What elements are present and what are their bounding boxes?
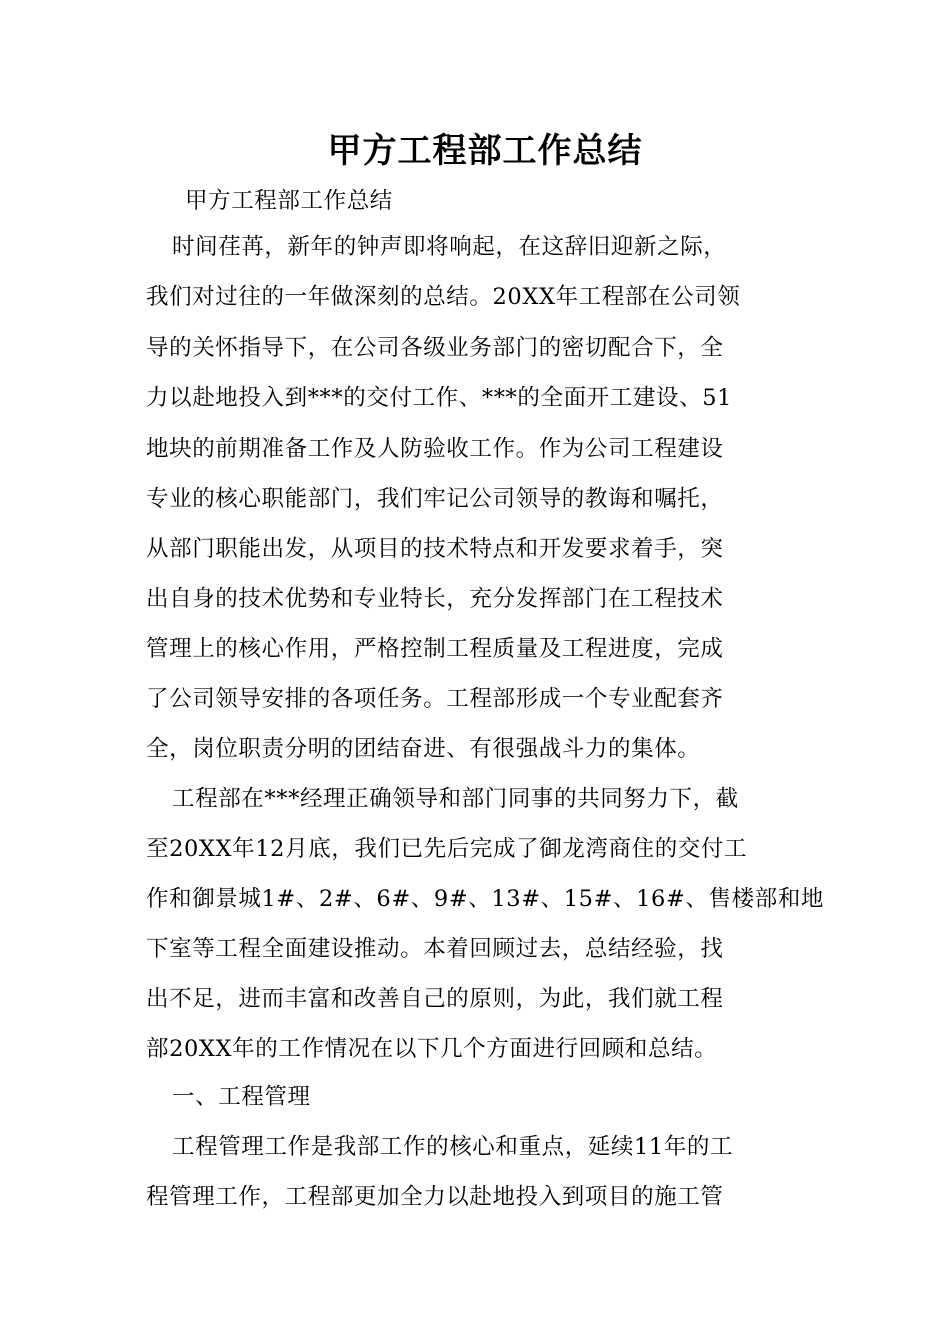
paragraph-line: 时间荏苒，新年的钟声即将响起，在这辞旧迎新之际， <box>172 234 727 260</box>
paragraph-line: 作和御景城1#、2#、6#、9#、13#、15#、16#、售楼部和地 <box>146 886 825 912</box>
paragraph-line: 出不足，进而丰富和改善自己的原则，为此，我们就工程 <box>146 986 724 1012</box>
paragraph-line: 下室等工程全面建设推动。本着回顾过去，总结经验，找 <box>146 936 724 962</box>
paragraph-line: 了公司领导安排的各项任务。工程部形成一个专业配套齐 <box>146 686 724 712</box>
paragraph-line: 程管理工作，工程部更加全力以赴地投入到项目的施工管 <box>146 1184 724 1210</box>
section-heading: 一、工程管理 <box>172 1084 311 1110</box>
document-title: 甲方工程部工作总结 <box>327 131 643 171</box>
paragraph-line: 全，岗位职责分明的团结奋进、有很强战斗力的集体。 <box>146 736 701 762</box>
paragraph-line: 至20XX年12月底，我们已先后完成了御龙湾商住的交付工 <box>146 836 748 862</box>
paragraph-line: 力以赴地投入到***的交付工作、***的全面开工建设、51 <box>146 385 733 411</box>
paragraph-line: 工程管理工作是我部工作的核心和重点，延续11年的工 <box>172 1134 734 1160</box>
paragraph-line: 导的关怀指导下，在公司各级业务部门的密切配合下，全 <box>146 335 724 361</box>
paragraph-line: 从部门职能出发，从项目的技术特点和开发要求着手，突 <box>146 536 724 562</box>
paragraph-line: 工程部在***经理正确领导和部门同事的共同努力下，截 <box>172 786 739 812</box>
paragraph-line: 部20XX年的工作情况在以下几个方面进行回顾和总结。 <box>146 1036 718 1062</box>
paragraph-line: 管理上的核心作用，严格控制工程质量及工程进度，完成 <box>146 636 724 662</box>
paragraph-line: 我们对过往的一年做深刻的总结。20XX年工程部在公司领 <box>146 284 741 310</box>
paragraph-line: 出自身的技术优势和专业特长，充分发挥部门在工程技术 <box>146 586 724 612</box>
paragraph-line: 地块的前期准备工作及人防验收工作。作为公司工程建设 <box>146 436 724 462</box>
paragraph-line: 专业的核心职能部门，我们牢记公司领导的教诲和嘱托， <box>146 486 724 512</box>
document-subtitle: 甲方工程部工作总结 <box>185 188 393 214</box>
